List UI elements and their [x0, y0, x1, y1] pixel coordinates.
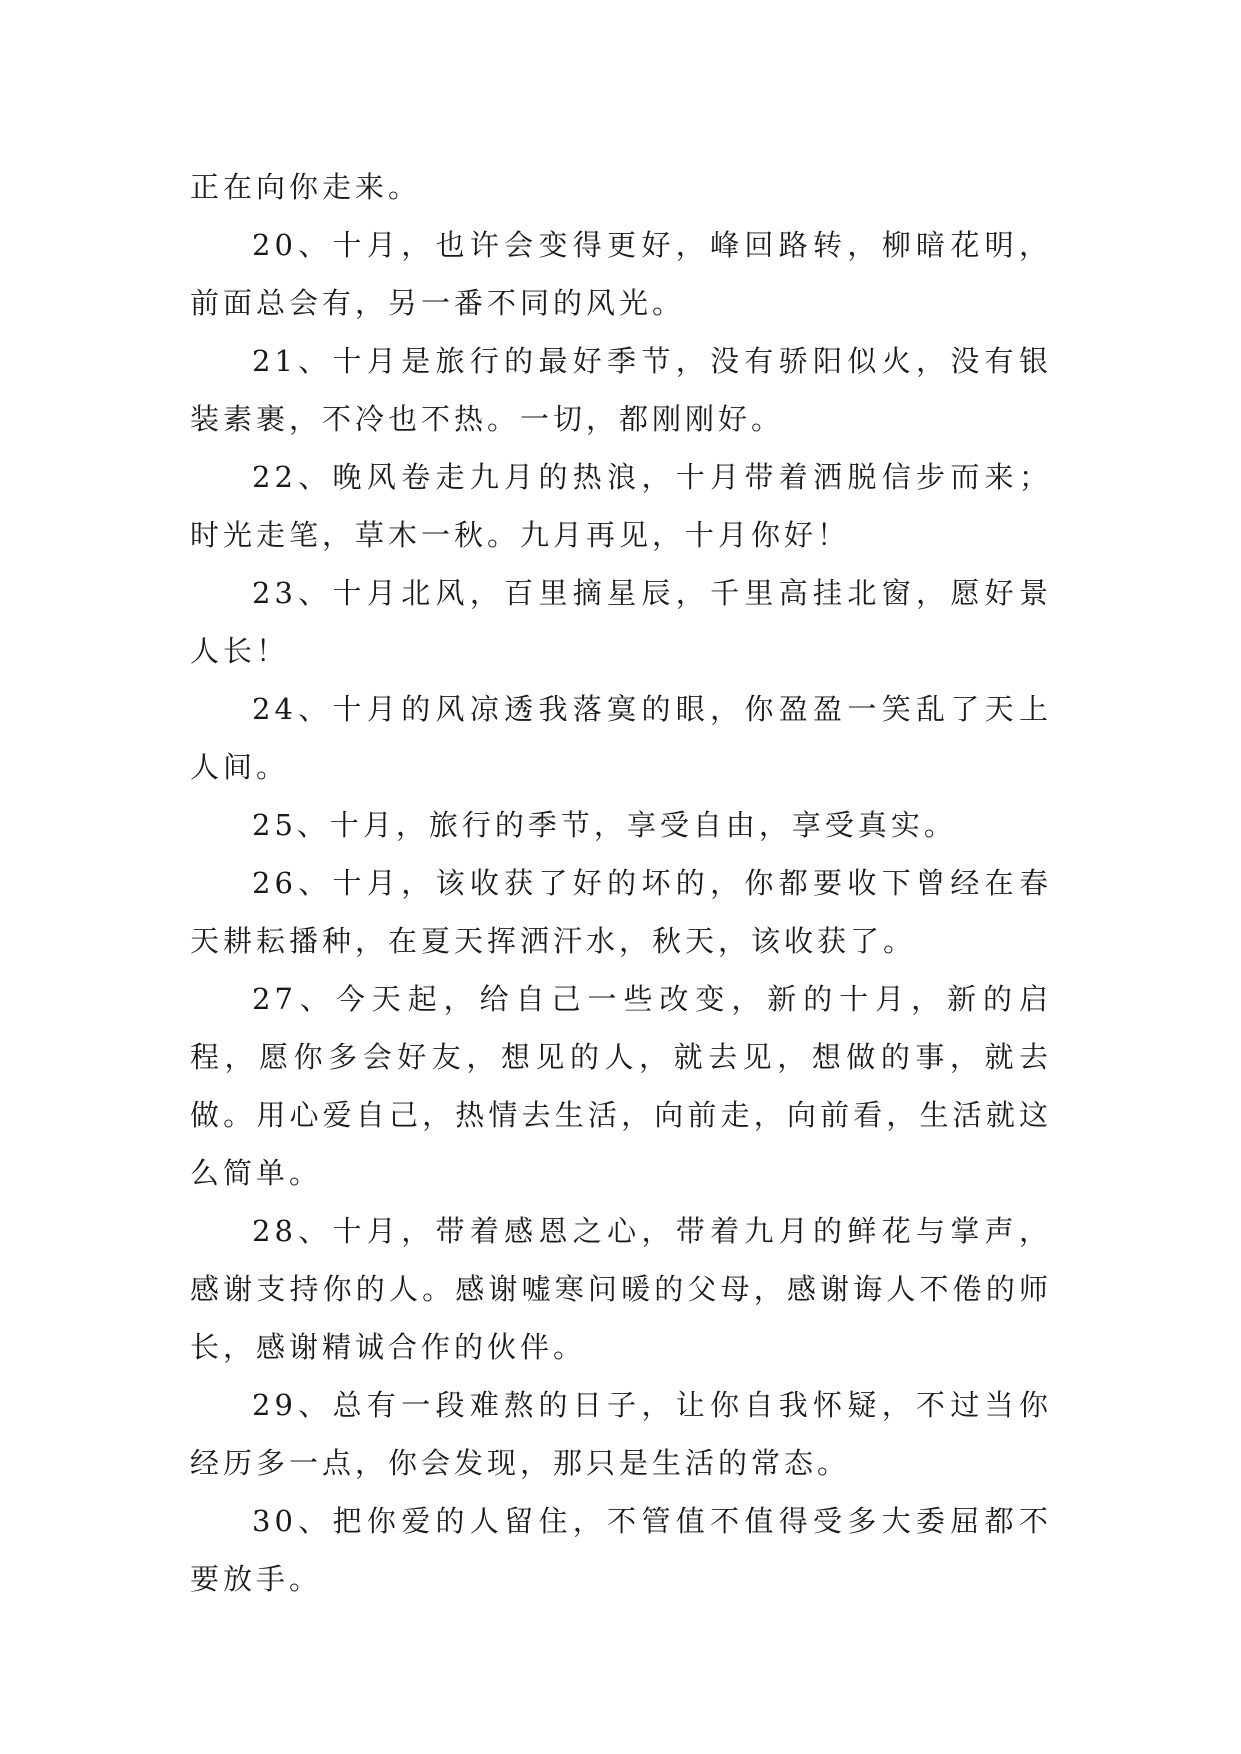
- paragraph-item-25: 25、十月，旅行的季节，享受自由，享受真实。: [252, 808, 957, 842]
- paragraph-item-29: 29、总有一段难熬的日子，让你自我怀疑，不过当你经历多一点，你会发现，那只是生活的常态。: [190, 1388, 1052, 1480]
- paragraph-item-26: 26、十月，该收获了好的坏的，你都要收下曾经在春天耕耘播种，在夏天挥洒汗水，秋天，该收获了。: [190, 866, 1052, 958]
- paragraph-item-23: 23、十月北风，百里摘星辰，千里高挂北窗，愿好景人长！: [190, 576, 1052, 668]
- paragraph-item-22: 22、晚风卷走九月的热浪，十月带着洒脱信步而来；时光走笔，草木一秋。九月再见，十月你好！: [190, 460, 1052, 552]
- document-body: [190, 158, 1052, 1608]
- paragraph-item-27: 27、今天起，给自己一些改变，新的十月，新的启程，愿你多会好友，想见的人，就去见，想做的事，就去做。用心爱自己，热情去生活，向前走，向前看，生活就这么简单。: [190, 982, 1052, 1190]
- paragraph-item-28: 28、十月，带着感恩之心，带着九月的鲜花与掌声，感谢支持你的人。感谢嘘寒问暖的父母，感谢诲人不倦的师长，感谢精诚合作的伙伴。: [190, 1214, 1052, 1364]
- paragraph-item-21: 21、十月是旅行的最好季节，没有骄阳似火，没有银装素裹，不冷也不热。一切，都刚刚好。: [190, 344, 1052, 436]
- paragraph-item-30: 30、把你爱的人留住，不管值不值得受多大委屈都不要放手。: [190, 1504, 1052, 1596]
- paragraph-continuation: 正在向你走来。: [190, 170, 422, 204]
- paragraph-item-24: 24、十月的风凉透我落寞的眼，你盈盈一笑乱了天上人间。: [190, 692, 1052, 784]
- paragraph-item-20: 20、十月，也许会变得更好，峰回路转，柳暗花明，前面总会有，另一番不同的风光。: [190, 228, 1052, 320]
